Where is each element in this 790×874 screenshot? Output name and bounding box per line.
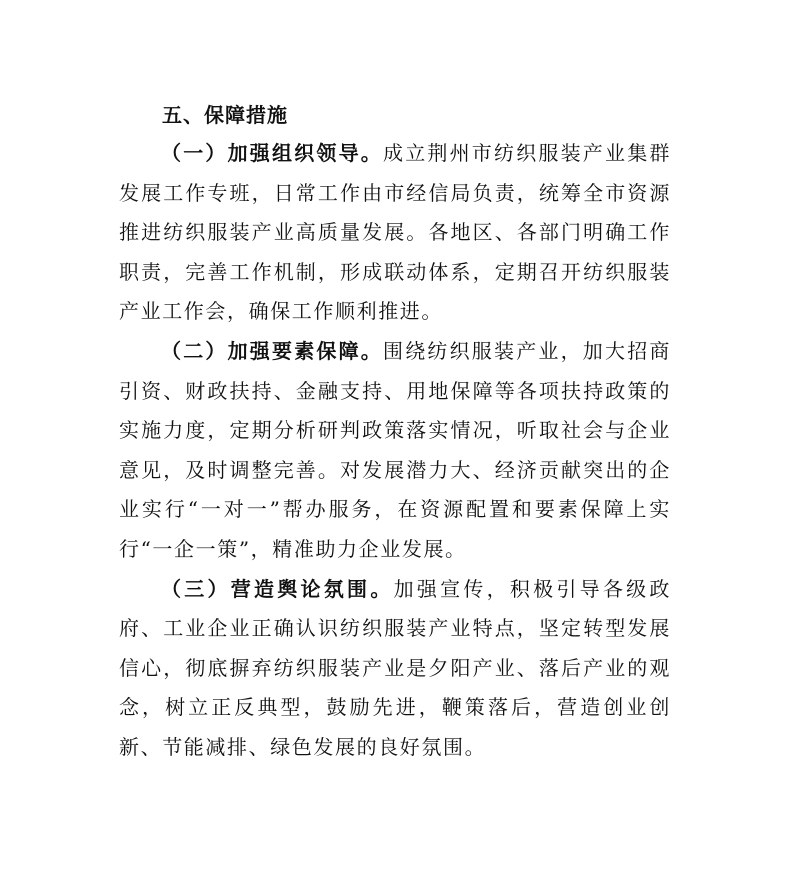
measure-body-3: 加强宣传，积极引导各级政府、工业企业正确认识纺织服装产业特点，坚定转型发展信心，彻底摒弃纺织服装产业是夕阳产业、落后产业的观念，树立正反典型，鼓励先进，鞭策落后，营造创业创新、节能减排、绿色发展的良好氛围。 bbox=[119, 576, 672, 759]
measure-paragraph-1 bbox=[119, 134, 671, 332]
measure-heading-2: （二）加强要素保障。 bbox=[161, 338, 383, 363]
section-title: 五、保障措施 bbox=[162, 103, 288, 127]
measure-heading-3: （三）营造舆论氛围。 bbox=[161, 576, 394, 601]
measure-body-2: 围绕纺织服装产业，加大招商引资、财政扶持、金融支持、用地保障等各项扶持政策的实施力度，定期分析研判政策落实情况，听取社会与企业意见，及时调整完善。对发展潜力大、经济贡献突出的企业实行“一对一”帮办服务，在资源配置和要素保障上实行“一企一策”，精准助力企业发展。 bbox=[119, 338, 671, 561]
measure-heading-1: （一）加强组织领导。 bbox=[161, 141, 383, 165]
document-page bbox=[119, 96, 671, 768]
measure-paragraph-3 bbox=[119, 570, 671, 768]
measure-body-1: 成立荆州市纺织服装产业集群发展工作专班，日常工作由市经信局负责，统筹全市资源推进纺织服装产业高质量发展。各地区、各部门明确工作职责，完善工作机制，形成联动体系，定期召开纺织服装产业工作会，确保工作顺利推进。 bbox=[119, 141, 671, 324]
measure-paragraph-2 bbox=[119, 332, 671, 570]
